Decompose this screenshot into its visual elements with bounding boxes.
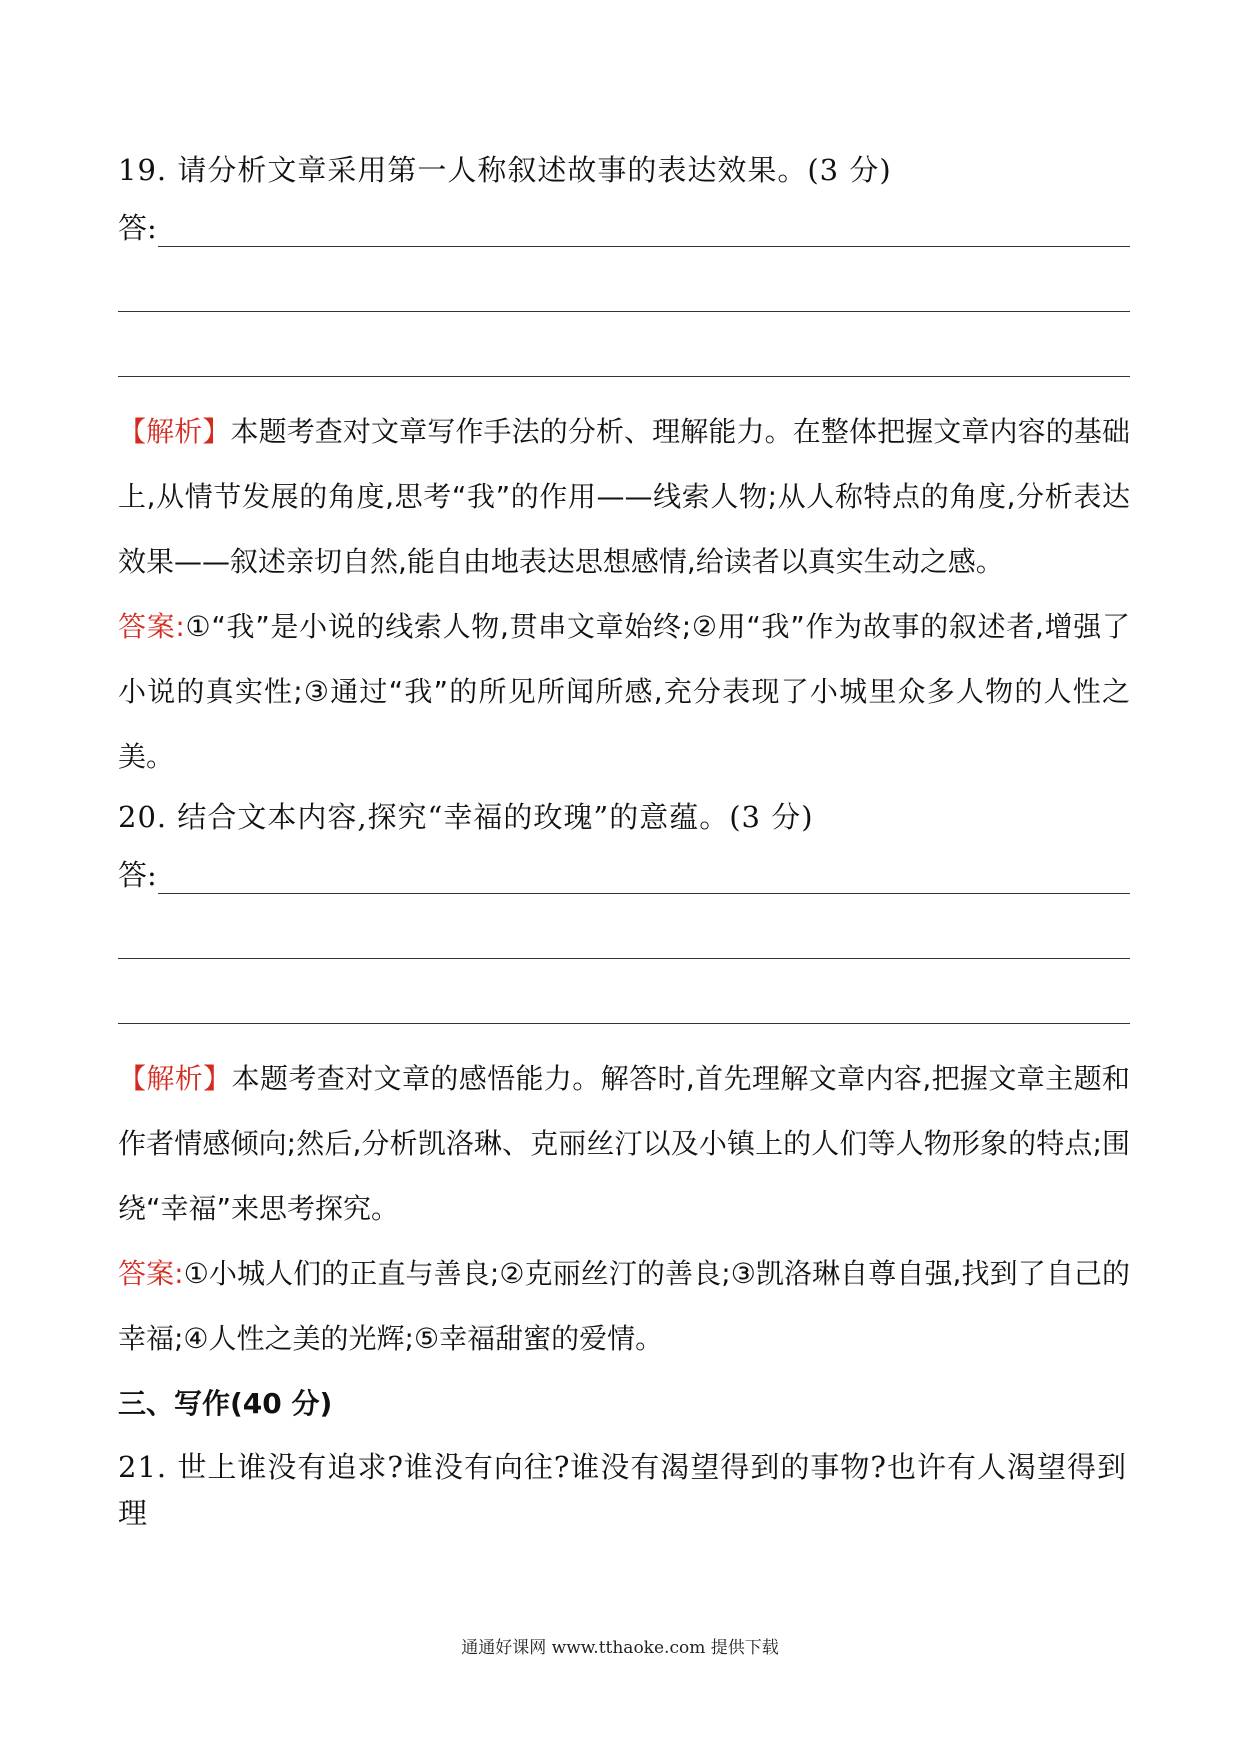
answer-line-19-1 [118, 190, 1130, 255]
answer-text: ①小城人们的正直与善良;②克丽丝汀的善良;③凯洛琳自尊自强,找到了自己的幸福;④人性之美的光辉;⑤幸福甜蜜的爱情。 [118, 1257, 1131, 1355]
answer-label-20: 答: [118, 858, 157, 892]
answer-label-19: 答: [118, 211, 157, 245]
answer-rule [118, 1023, 1130, 1024]
answer-line-20-3 [118, 967, 1130, 1032]
answer-rule [118, 958, 1130, 959]
footer-credit: 通通好课网 www.tthaoke.com 提供下载 [461, 1638, 779, 1658]
question-20: 20. 结合文本内容,探究“幸福的玫瑰”的意蕴。(3 分) [118, 800, 814, 834]
document-page [118, 150, 1130, 1536]
answer-rule [158, 246, 1130, 247]
answer-line-20-1 [118, 837, 1130, 902]
analysis-tag: 【解析】 [118, 415, 231, 448]
answer-rule [118, 311, 1130, 312]
analysis-19 [118, 399, 1130, 594]
answer-line-20-2 [118, 902, 1130, 967]
answer-line-19-3 [118, 320, 1130, 385]
analysis-20 [118, 1046, 1130, 1241]
question-19: 19. 请分析文章采用第一人称叙述故事的表达效果。(3 分) [118, 153, 892, 187]
section-3-title: 三、写作(40 分) [118, 1387, 333, 1420]
answer-tag: 答案: [118, 610, 185, 643]
answer-20 [118, 1241, 1130, 1371]
answer-rule [118, 376, 1130, 377]
answer-line-19-2 [118, 255, 1130, 320]
answer-19 [118, 594, 1130, 789]
answer-tag: 答案: [118, 1257, 184, 1290]
answer-text: ①“我”是小说的线索人物,贯串文章始终;②用“我”作为故事的叙述者,增强了小说的真实性;③通过“我”的所见所闻所感,充分表现了小城里众多人物的人性之美。 [118, 610, 1130, 773]
question-21: 21. 世上谁没有追求?谁没有向往?谁没有渴望得到的事物?也许有人渴望得到理 [118, 1450, 1127, 1530]
analysis-text: 本题考查对文章的感悟能力。解答时,首先理解文章内容,把握文章主题和作者情感倾向;然后,分析凯洛琳、克丽丝汀以及小镇上的人们等人物形象的特点;围绕“幸福”来思考探究。 [118, 1062, 1130, 1225]
analysis-text: 本题考查对文章写作手法的分析、理解能力。在整体把握文章内容的基础上,从情节发展的角度,思考“我”的作用——线索人物;从人称特点的角度,分析表达效果——叙述亲切自然,能自由地表达思想感情,给读者以真实生动之感。 [118, 415, 1130, 578]
analysis-tag: 【解析】 [118, 1062, 232, 1095]
answer-rule [158, 893, 1130, 894]
